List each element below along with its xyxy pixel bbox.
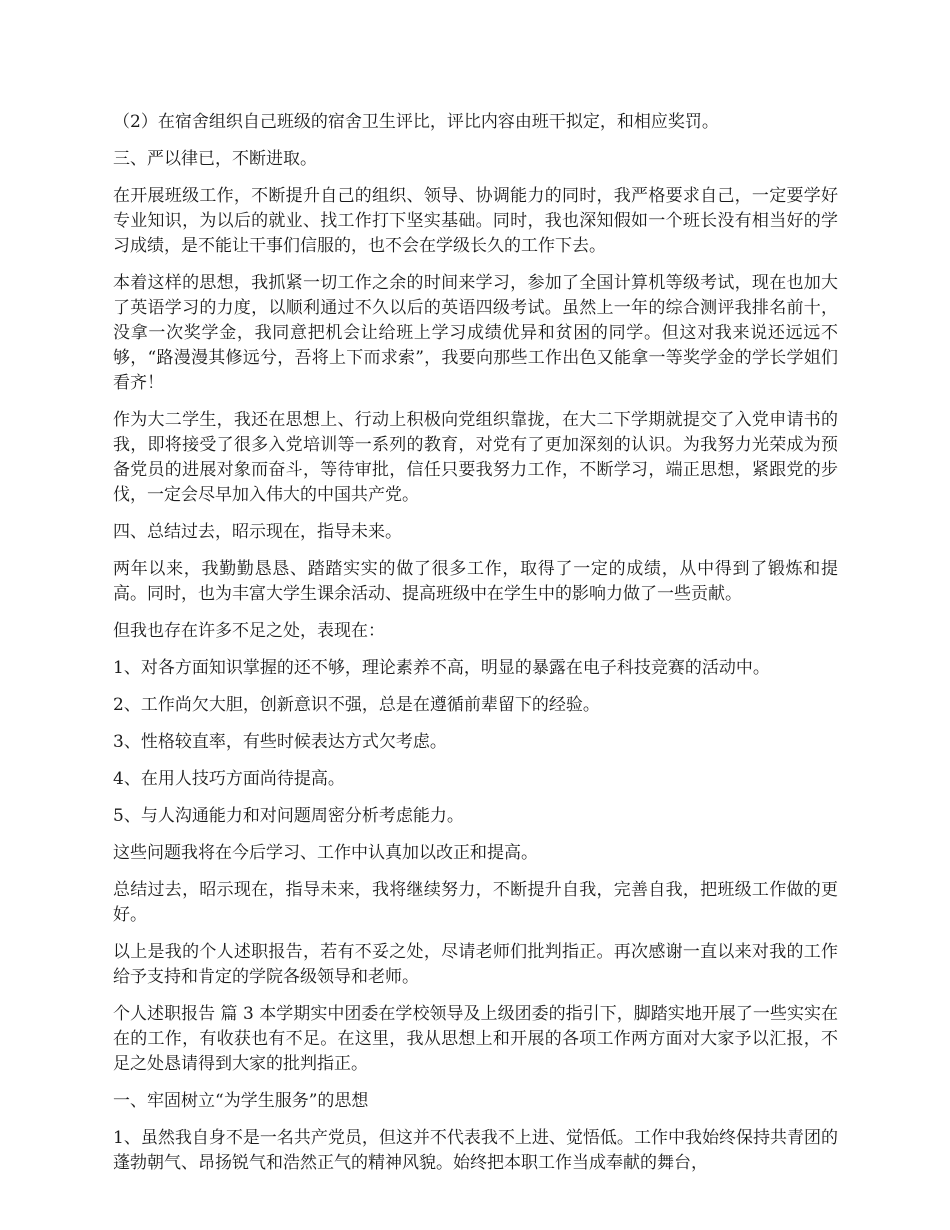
list-item: 5、与人沟通能力和对问题周密分析考虑能力。 xyxy=(113,806,464,826)
list-item: 2、工作尚欠大胆，创新意识不强，总是在遵循前辈留下的经验。 xyxy=(113,695,600,715)
section-heading: 一、牢固树立“为学生服务”的思想 xyxy=(113,1091,369,1111)
paragraph: 这些问题我将在今后学习、工作中认真加以改正和提高。 xyxy=(113,843,538,863)
list-item: 1、对各方面知识掌握的还不够，理论素养不高，明显的暴露在电子科技竞赛的活动中。 xyxy=(113,658,770,678)
paragraph: 两年以来，我勤勤恳恳、踏踏实实的做了很多工作，取得了一定的成绩，从中得到了锻炼和提高。同时，也为丰富大学生课余活动、提高班级中在学生中的影响力做了一些贡献。 xyxy=(113,559,838,604)
list-item: 3、性格较直率，有些时候表达方式欠考虑。 xyxy=(113,732,447,752)
section-heading: 三、严以律已，不断进取。 xyxy=(113,149,317,169)
paragraph: 个人述职报告 篇 3 本学期实中团委在学校领导及上级团委的指引下，脚踏实地开展了一些实实在在的工作，有收获也有不足。在这里，我从思想上和开展的各项工作两方面对大家予以汇报，不足之处恳请得到大家的批判指正。 xyxy=(113,1004,838,1074)
paragraph: 但我也存在许多不足之处，表现在： xyxy=(113,621,385,641)
paragraph: 本着这样的思想，我抓紧一切工作之余的时间来学习，参加了全国计算机等级考试，现在也加大了英语学习的力度，以顺利通过不久以后的英语四级考试。虽然上一年的综合测评我排名前十，没拿一次奖学金，我同意把机会让给班上学习成绩优异和贫困的同学。但这对我来说还远远不够，“路漫漫其修远兮，吾将上下而求索”，我要向那些工作出色又能拿一等奖学金的学长学姐们看齐！ xyxy=(113,273,838,393)
document-body xyxy=(113,110,838,1188)
paragraph: （2）在宿舍组织自己班级的宿舍卫生评比，评比内容由班干拟定，和相应奖罚。 xyxy=(113,112,719,132)
paragraph: 作为大二学生，我还在思想上、行动上积极向党组织靠拢，在大二下学期就提交了入党申请书的我，即将接受了很多入党培训等一系列的教育，对党有了更加深刻的认识。为我努力光荣成为预备党员的进展对象而奋斗，等待审批，信任只要我努力工作，不断学习，端正思想，紧跟党的步伐，一定会尽早加入伟大的中国共产党。 xyxy=(113,410,838,505)
section-heading: 四、总结过去，昭示现在，指导未来。 xyxy=(113,522,402,542)
paragraph: 以上是我的个人述职报告，若有不妥之处，尽请老师们批判指正。再次感谢一直以来对我的工作给予支持和肯定的学院各级领导和老师。 xyxy=(113,942,838,987)
paragraph: 总结过去，昭示现在，指导未来，我将继续努力，不断提升自我，完善自我，把班级工作做的更好。 xyxy=(113,880,838,925)
paragraph: 1、虽然我自身不是一名共产党员，但这并不代表我不上进、觉悟低。工作中我始终保持共青团的蓬勃朝气、昂扬锐气和浩然正气的精神风貌。始终把本职工作当成奉献的舞台， xyxy=(113,1128,838,1173)
list-item: 4、在用人技巧方面尚待提高。 xyxy=(113,769,345,789)
paragraph: 在开展班级工作，不断提升自己的组织、领导、协调能力的同时，我严格要求自己，一定要学好专业知识，为以后的就业、找工作打下坚实基础。同时，我也深知假如一个班长没有相当好的学习成绩，是不能让干事们信服的，也不会在学级长久的工作下去。 xyxy=(113,186,838,256)
